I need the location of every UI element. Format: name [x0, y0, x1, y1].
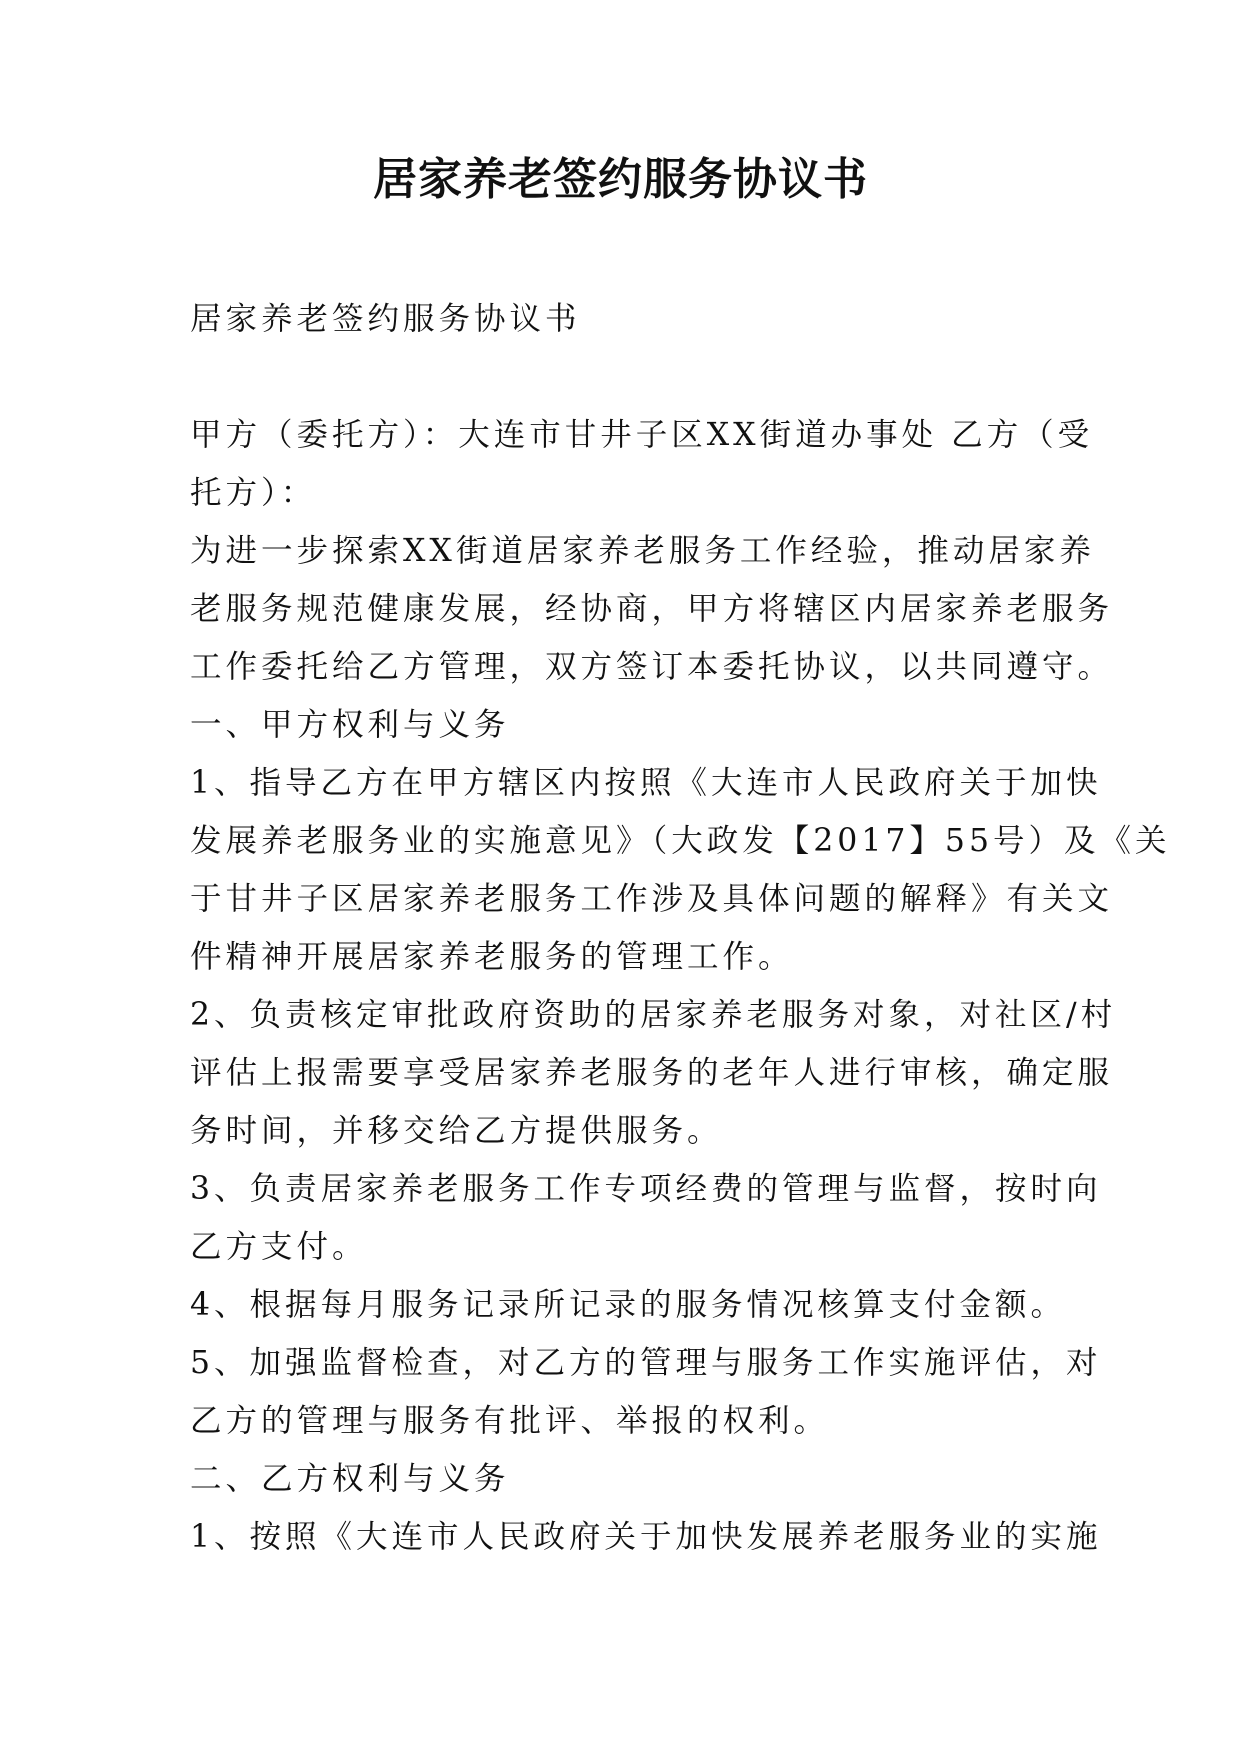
body-line: 5、加强监督检查，对乙方的管理与服务工作实施评估，对	[190, 1345, 1102, 1381]
body-line: 发展养老服务业的实施意见》（大政发【2017】55号）及《关	[190, 823, 1171, 859]
document-subtitle: 居家养老签约服务协议书	[190, 301, 581, 337]
body-line: 甲方（委托方）：大连市甘井子区XX街道办事处 乙方（受	[190, 417, 1094, 453]
body-line: 乙方支付。	[190, 1229, 368, 1265]
body-line: 老服务规范健康发展，经协商，甲方将辖区内居家养老服务	[190, 591, 1114, 627]
body-line: 4、根据每月服务记录所记录的服务情况核算支付金额。	[190, 1287, 1067, 1323]
document-body	[190, 406, 1171, 1566]
body-line: 工作委托给乙方管理，双方签订本委托协议，以共同遵守。	[190, 649, 1114, 685]
section-heading: 一、甲方权利与义务	[190, 707, 510, 743]
body-line: 2、负责核定审批政府资助的居家养老服务对象，对社区/村	[190, 997, 1117, 1033]
body-line: 件精神开展居家养老服务的管理工作。	[190, 939, 794, 975]
document-title: 居家养老签约服务协议书	[373, 154, 868, 205]
body-line: 乙方的管理与服务有批评、举报的权利。	[190, 1403, 830, 1439]
body-line: 务时间，并移交给乙方提供服务。	[190, 1113, 723, 1149]
body-line: 1、按照《大连市人民政府关于加快发展养老服务业的实施	[190, 1519, 1102, 1555]
body-line: 托方）：	[190, 475, 317, 511]
body-line: 于甘井子区居家养老服务工作涉及具体问题的解释》有关文	[190, 881, 1114, 917]
body-line: 3、负责居家养老服务工作专项经费的管理与监督，按时向	[190, 1171, 1102, 1207]
body-line: 评估上报需要享受居家养老服务的老年人进行审核，确定服	[190, 1055, 1114, 1091]
body-line: 为进一步探索XX街道居家养老服务工作经验，推动居家养	[190, 533, 1095, 569]
body-line: 1、指导乙方在甲方辖区内按照《大连市人民政府关于加快	[190, 765, 1102, 801]
section-heading: 二、乙方权利与义务	[190, 1461, 510, 1497]
